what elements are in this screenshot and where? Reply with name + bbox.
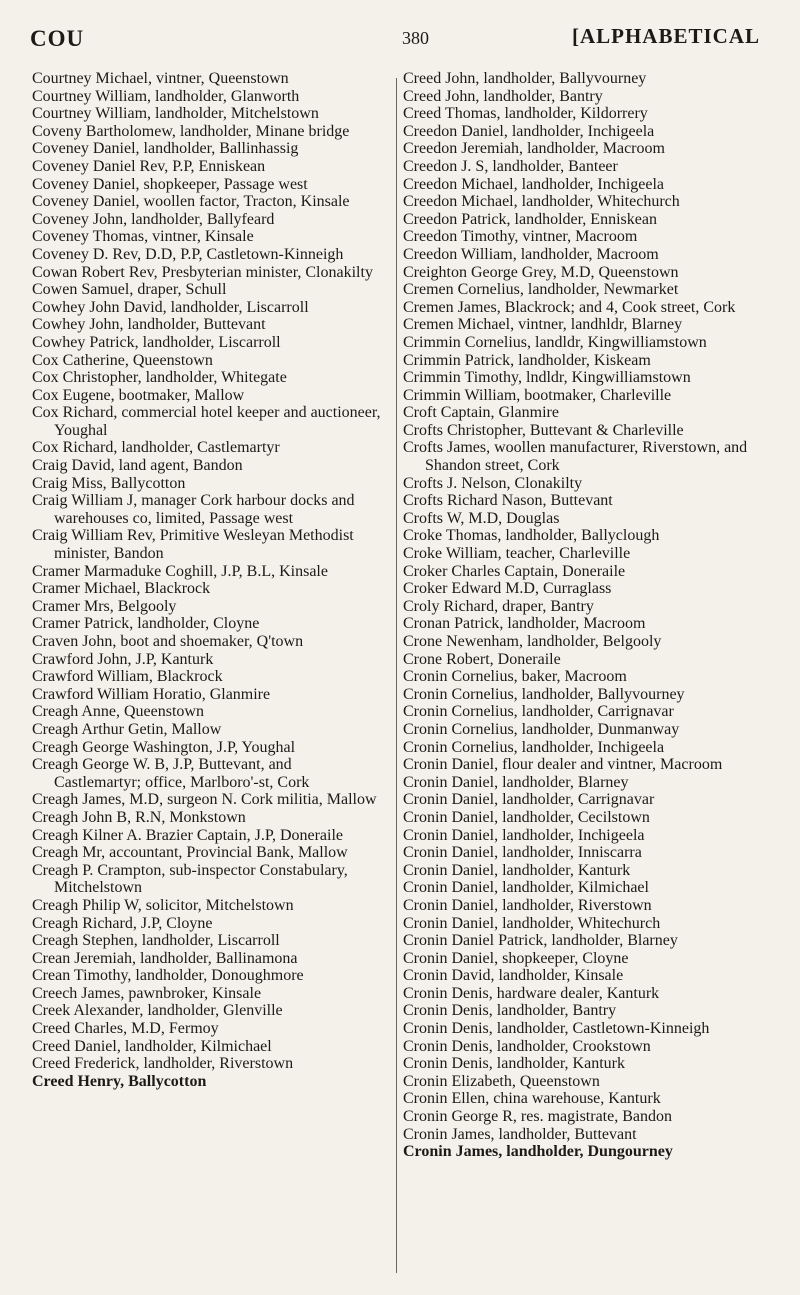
directory-entry: Cronin Daniel, landholder, Inchigeela (403, 826, 645, 844)
header-letter-range: COU (30, 26, 85, 51)
directory-entry: Cowhey John, landholder, Buttevant (32, 316, 266, 334)
directory-entry: Crofts W, M.D, Douglas (403, 509, 560, 527)
directory-entry: Creed Daniel, landholder, Kilmichael (32, 1037, 272, 1055)
directory-entry: Cronin Cornelius, landholder, Ballyvourney (403, 685, 685, 703)
directory-entry: Cronin Daniel, landholder, Carrignavar (403, 791, 655, 809)
column-divider (396, 78, 397, 1273)
directory-entry: Cronan Patrick, landholder, Macroom (403, 615, 646, 633)
directory-entry: Cramer Michael, Blackrock (32, 580, 211, 598)
directory-entry: Cronin Denis, landholder, Kanturk (403, 1055, 625, 1073)
directory-entry: Cronin Daniel, landholder, Inniscarra (403, 844, 642, 862)
directory-entry: Cronin Daniel, landholder, Cecilstown (403, 808, 650, 826)
directory-entry: Cox Christopher, landholder, Whitegate (32, 369, 287, 387)
directory-entry: Coveney Daniel Rev, P.P, Enniskean (32, 157, 266, 175)
directory-entry: Cronin Daniel, flour dealer and vintner, Macroom (403, 756, 723, 774)
directory-entry: Cronin Daniel, landholder, Blarney (403, 773, 629, 791)
directory-entry: Cowen Samuel, draper, Schull (32, 281, 227, 299)
directory-entry: Cronin Ellen, china warehouse, Kanturk (403, 1090, 661, 1108)
directory-entry: Cowhey Patrick, landholder, Liscarroll (32, 333, 281, 351)
directory-entry: Cronin James, landholder, Buttevant (403, 1125, 637, 1143)
directory-entry: Cronin Denis, landholder, Castletown-Kinneigh (403, 1020, 710, 1038)
directory-entry: Craig William Rev, Primitive Wesleyan Methodist minister, Bandon (32, 527, 354, 563)
directory-entry: Creech James, pawnbroker, Kinsale (32, 984, 262, 1002)
directory-entry: Crean Timothy, landholder, Donoughmore (32, 967, 304, 985)
directory-entry: Craig William J, manager Cork harbour docks and warehouses co, limited, Passage west (32, 492, 355, 527)
directory-entry: Creagh Mr, accountant, Provincial Bank, Mallow (32, 844, 348, 862)
directory-entry: Croker Edward M.D, Curraglass (403, 580, 612, 598)
directory-entry: Creagh Philip W, solicitor, Mitchelstown (32, 896, 294, 914)
directory-entry: Cronin Daniel, landholder, Whitechurch (403, 914, 661, 932)
page-number: 380 (402, 28, 429, 48)
directory-entry: Creedon Daniel, landholder, Inchigeela (403, 122, 655, 140)
directory-entry: Cronin Daniel, landholder, Riverstown (403, 896, 652, 914)
directory-entry: Creagh P. Crampton, sub-inspector Constabulary, Mitchelstown (32, 861, 348, 897)
directory-entry: Crawford William Horatio, Glanmire (32, 685, 271, 703)
directory-entry: Cronin Cornelius, landholder, Inchigeela (403, 738, 665, 756)
directory-entry: Cramer Mrs, Belgooly (32, 597, 177, 615)
directory-entry: Coveney D. Rev, D.D, P.P, Castletown-Kinneigh (32, 245, 344, 263)
directory-entry: Cox Richard, landholder, Castlemartyr (32, 439, 280, 457)
directory-entry: Cronin Denis, landholder, Bantry (403, 1002, 617, 1020)
directory-entry: Creedon Patrick, landholder, Enniskean (403, 210, 657, 228)
directory-entry: Creed John, landholder, Ballyvourney (403, 70, 647, 87)
directory-entry: Crawford William, Blackrock (32, 668, 223, 686)
directory-entry: Cox Catherine, Queenstown (32, 351, 213, 369)
directory-entry: Cronin Elizabeth, Queenstown (403, 1072, 600, 1090)
directory-entry: Creedon Jeremiah, landholder, Macroom (403, 140, 665, 158)
directory-entry: Coveny Bartholomew, landholder, Minane bridge (32, 122, 350, 140)
directory-entry: Cronin Daniel Patrick, landholder, Blarney (403, 932, 678, 950)
directory-entry: Creagh John B, R.N, Monkstown (32, 808, 246, 826)
directory-entry: Cremen Cornelius, landholder, Newmarket (403, 281, 679, 299)
directory-entry: Cronin Denis, landholder, Crookstown (403, 1037, 651, 1055)
directory-entry: Crofts J. Nelson, Clonakilty (403, 474, 583, 492)
directory-entry: Creagh Kilner A. Brazier Captain, J.P, Doneraile (32, 826, 344, 844)
directory-entry: Cronin Cornelius, baker, Macroom (403, 668, 627, 686)
directory-entry: Creedon Michael, landholder, Inchigeela (403, 175, 665, 193)
directory-entry: Coveney Daniel, landholder, Ballinhassig (32, 140, 299, 158)
directory-entry: Courtney William, landholder, Glanworth (32, 87, 300, 105)
directory-entry: Cronin Daniel, landholder, Kanturk (403, 861, 631, 879)
header-section-title: [ALPHABETICAL (571, 24, 760, 48)
directory-entry: Crofts Richard Nason, Buttevant (403, 492, 613, 510)
directory-entry: Creighton George Grey, M.D, Queenstown (403, 263, 679, 281)
directory-entry: Creagh Stephen, landholder, Liscarroll (32, 932, 280, 950)
directory-entry: Creek Alexander, landholder, Glenville (32, 1002, 283, 1020)
directory-entry: Creed Charles, M.D, Fermoy (32, 1020, 219, 1038)
directory-entry: Courtney William, landholder, Mitchelstown (32, 105, 319, 123)
directory-entry: Cronin Daniel, landholder, Kilmichael (403, 879, 649, 897)
directory-entry: Creed Thomas, landholder, Kildorrery (403, 105, 648, 123)
directory-entry: Crean Jeremiah, landholder, Ballinamona (32, 949, 298, 967)
directory-entry: Cronin David, landholder, Kinsale (403, 967, 624, 985)
directory-entry: Cox Richard, commercial hotel keeper and auctioneer, Youghal (32, 404, 381, 439)
directory-entry: Creagh James, M.D, surgeon N. Cork militia, Mallow (32, 791, 377, 809)
directory-entry: Creedon Timothy, vintner, Macroom (403, 228, 638, 246)
page-header (30, 22, 760, 54)
directory-entry: Cremen James, Blackrock; and 4, Cook street, Cork (403, 298, 736, 316)
directory-entry: Coveney Daniel, woollen factor, Tracton, Kinsale (32, 193, 350, 211)
directory-entry: Creedon William, landholder, Macroom (403, 245, 659, 263)
directory-entry: Cronin Cornelius, landholder, Dunmanway (403, 720, 680, 738)
directory-entry: Creedon J. S, landholder, Banteer (403, 157, 618, 175)
directory-entry: Cox Eugene, bootmaker, Mallow (32, 386, 245, 404)
directory-entry: Creagh Anne, Queenstown (32, 703, 204, 721)
directory-entry: Coveney John, landholder, Ballyfeard (32, 210, 275, 228)
directory-entry: Croft Captain, Glanmire (403, 404, 559, 422)
right-column (403, 70, 748, 1161)
directory-entry: Cowhey John David, landholder, Liscarroll (32, 298, 309, 316)
directory-entry: Croly Richard, draper, Bantry (403, 597, 594, 615)
directory-entry: Creagh George Washington, J.P, Youghal (32, 738, 296, 756)
directory-entry: Cramer Marmaduke Coghill, J.P, B.L, Kinsale (32, 562, 328, 580)
directory-entry: Crone Robert, Doneraile (403, 650, 561, 668)
directory-entry: Coveney Daniel, shopkeeper, Passage west (32, 175, 308, 193)
directory-entry: Croke William, teacher, Charleville (403, 545, 631, 563)
directory-entry: Crofts James, woollen manufacturer, Riverstown, and Shandon street, Cork (403, 439, 748, 475)
directory-entry: Creagh George W. B, J.P, Buttevant, and Castlemartyr; office, Marlboro'-st, Cork (32, 756, 310, 791)
directory-entry: Cramer Patrick, landholder, Cloyne (32, 615, 260, 633)
directory-entry: Croke Thomas, landholder, Ballyclough (403, 527, 660, 545)
directory-entry: Cronin George R, res. magistrate, Bandon (403, 1108, 672, 1126)
directory-entry: Craven John, boot and shoemaker, Q'town (32, 633, 304, 650)
directory-entry: Crawford John, J.P, Kanturk (32, 650, 214, 668)
directory-entry: Creed Henry, Ballycotton (32, 1072, 207, 1090)
directory-entry: Cronin Cornelius, landholder, Carrignavar (403, 703, 674, 721)
directory-entry: Coveney Thomas, vintner, Kinsale (32, 228, 254, 246)
directory-entry: Croker Charles Captain, Doneraile (403, 562, 626, 580)
directory-entry: Crimmin Cornelius, landldr, Kingwilliamstown (403, 333, 707, 351)
directory-entry: Cowan Robert Rev, Presbyterian minister, Clonakilty (32, 263, 373, 281)
directory-entry: Creagh Richard, J.P, Cloyne (32, 914, 213, 932)
directory-entry: Crimmin William, bootmaker, Charleville (403, 386, 672, 404)
directory-entry: Creagh Arthur Getin, Mallow (32, 720, 222, 738)
directory-entry: Cronin Daniel, shopkeeper, Cloyne (403, 949, 629, 967)
directory-entry: Courtney Michael, vintner, Queenstown (32, 70, 289, 87)
directory-entry: Cronin Denis, hardware dealer, Kanturk (403, 984, 660, 1002)
directory-entry: Cremen Michael, vintner, landhldr, Blarney (403, 316, 683, 334)
left-column (32, 70, 382, 1090)
directory-entry: Creed Frederick, landholder, Riverstown (32, 1055, 294, 1073)
directory-entry: Crone Newenham, landholder, Belgooly (403, 633, 662, 650)
directory-entry: Creedon Michael, landholder, Whitechurch (403, 193, 680, 211)
directory-entry: Creed John, landholder, Bantry (403, 87, 603, 105)
directory-entry: Crimmin Patrick, landholder, Kiskeam (403, 351, 651, 369)
directory-entry: Craig David, land agent, Bandon (32, 457, 243, 475)
directory-entry: Craig Miss, Ballycotton (32, 474, 186, 492)
directory-entry: Crimmin Timothy, lndldr, Kingwilliamstown (403, 369, 691, 387)
directory-entry: Crofts Christopher, Buttevant & Charleville (403, 421, 684, 439)
directory-entry: Cronin James, landholder, Dungourney (403, 1143, 673, 1161)
